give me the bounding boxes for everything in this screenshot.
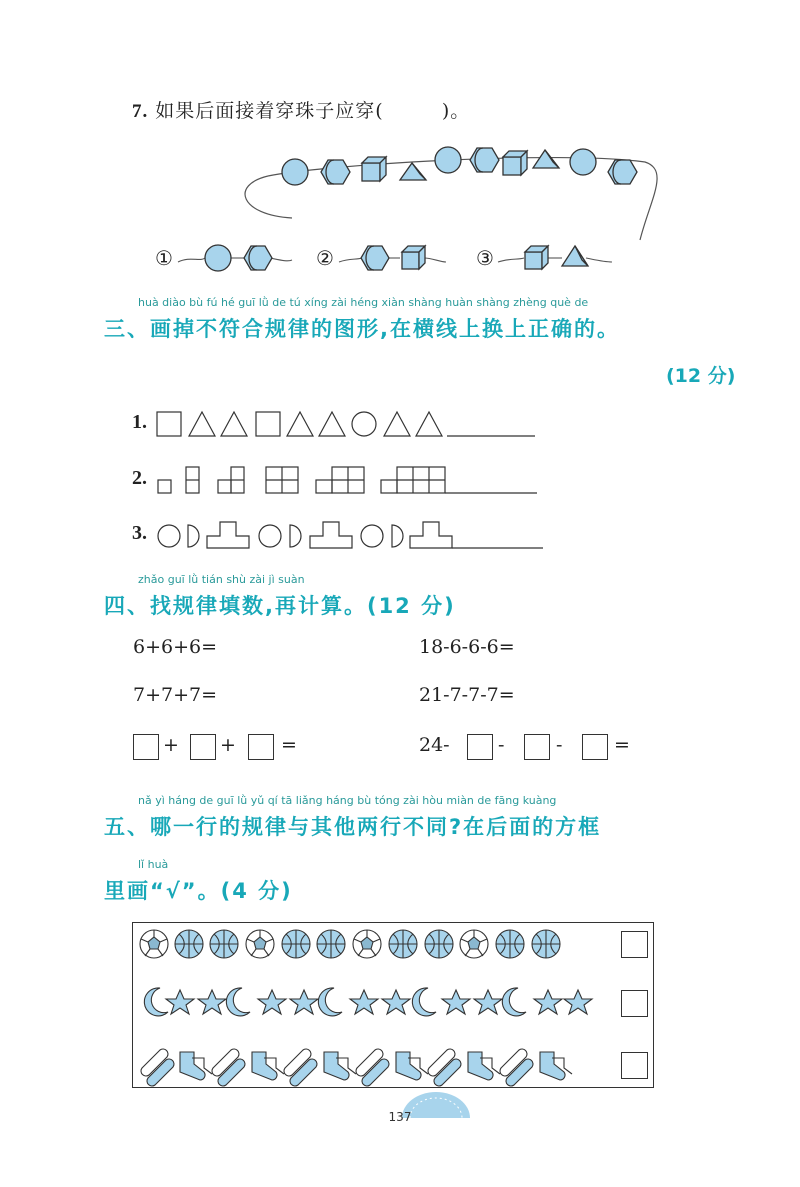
section-4-title: 四、找规律填数,再计算。(12 分): [104, 594, 456, 618]
equals-sign-right: =: [614, 734, 630, 756]
section-4-pinyin: zhǎo guī lǜ tián shù zài jì suàn: [138, 573, 305, 586]
equation-3-right-start: 24-: [419, 734, 450, 756]
question-text: 如果后面接着穿珠子应穿(: [155, 100, 384, 122]
section-5-pinyin-1: nǎ yì háng de guī lǜ yǔ qí tā liǎng háng bù tóng zài hòu miàn de fāng kuàng: [138, 794, 557, 807]
section-5-pinyin-2: lǐ huà: [138, 858, 169, 871]
section-3-score: (12 分): [666, 365, 736, 387]
equation-2-left: 7+7+7=: [133, 684, 218, 706]
option-3-label[interactable]: ③: [476, 246, 494, 270]
equation-2-right: 21-7-7-7=: [419, 684, 515, 706]
equation-1-left: 6+6+6=: [133, 636, 218, 658]
minus-sign-2: -: [556, 734, 563, 756]
plus-sign-2: +: [220, 734, 236, 756]
row-1-number: 1.: [132, 411, 147, 433]
plus-sign-1: +: [163, 734, 179, 756]
option-2-label[interactable]: ②: [316, 246, 334, 270]
option-1-label[interactable]: ①: [155, 246, 173, 270]
equation-1-right: 18-6-6-6=: [419, 636, 515, 658]
section-5-title-2: 里画“√”。(4 分): [104, 879, 293, 903]
page-number: 137: [388, 1110, 412, 1124]
question-text-end: )。: [441, 100, 471, 122]
question-number: 7.: [132, 101, 149, 122]
row-2-number: 2.: [132, 467, 147, 489]
section-3-pinyin: huà diào bù fú hé guī lǜ de tú xíng zài héng xiàn shàng huàn shàng zhèng què de: [138, 296, 589, 309]
minus-sign-1: -: [498, 734, 505, 756]
section-3-title: 三、画掉不符合规律的图形,在横线上换上正确的。: [104, 317, 620, 341]
section-5-title-1: 五、哪一行的规律与其他两行不同?在后面的方框: [104, 815, 602, 839]
row-3-number: 3.: [132, 522, 147, 544]
equals-sign: =: [281, 734, 297, 756]
